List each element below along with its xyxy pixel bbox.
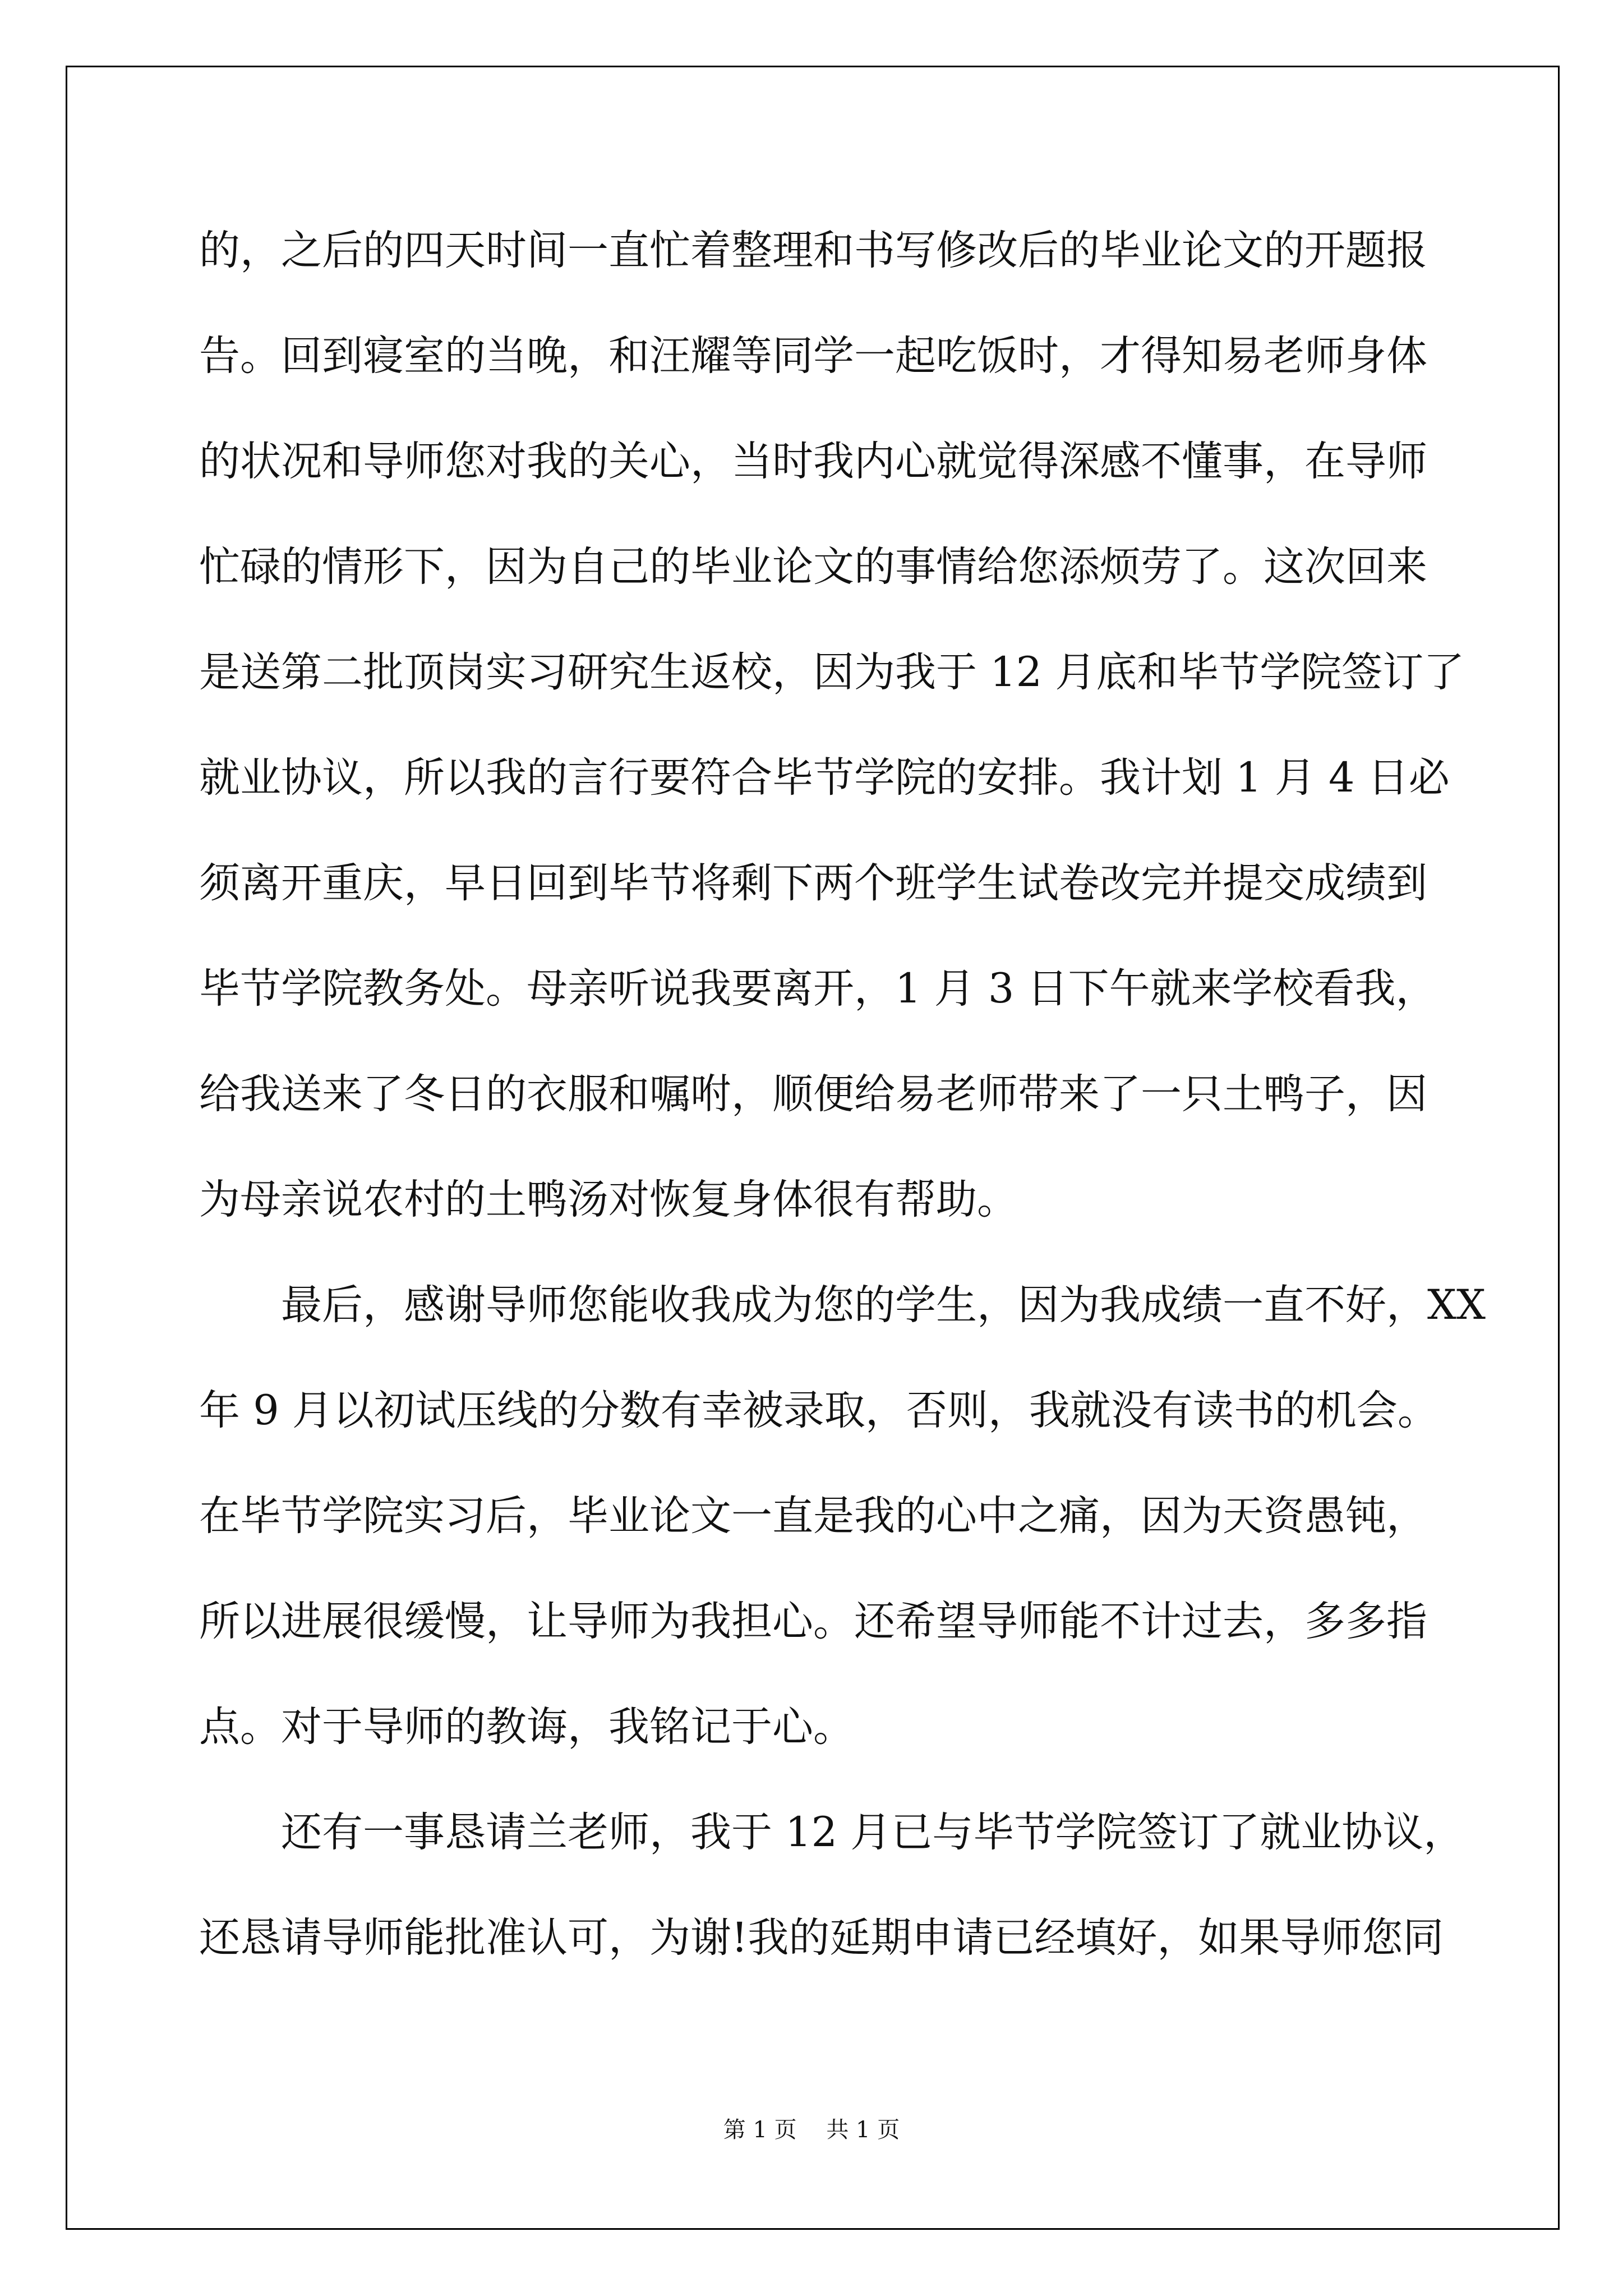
- text-line: 给我送来了冬日的衣服和嘱咐，顺便给易老师带来了一只土鸭子，因: [199, 1070, 1427, 1118]
- paragraph-3: [199, 1802, 1465, 2013]
- text-line: 年 9 月以初试压线的分数有幸被录取，否则，我就没有读书的机会。: [199, 1387, 1438, 1434]
- text-line: 最后，感谢导师您能收我成为您的学生，因为我成绩一直不好，XX: [281, 1281, 1486, 1329]
- text-line: 的，之后的四天时间一直忙着整理和书写修改后的毕业论文的开题报: [199, 227, 1427, 274]
- text-line: 为母亲说农村的土鸭汤对恢复身体很有帮助。: [199, 1176, 1018, 1223]
- paragraph-1: [199, 220, 1465, 1274]
- text-line: 还有一事恳请兰老师，我于 12 月已与毕节学院签订了就业协议，: [281, 1809, 1465, 1856]
- text-line: 须离开重庆，早日回到毕节将剩下两个班学生试卷改完并提交成绩到: [199, 859, 1427, 907]
- text-line: 所以进展很缓慢，让导师为我担心。还希望导师能不计过去，多多指: [199, 1598, 1427, 1645]
- page-number-footer: 第 1 页 共 1 页: [723, 2117, 900, 2143]
- text-line: 在毕节学院实习后，毕业论文一直是我的心中之痛，因为天资愚钝，: [199, 1492, 1427, 1540]
- text-line: 是送第二批顶岗实习研究生返校，因为我于 12 月底和毕节学院签订了: [199, 648, 1465, 696]
- text-line: 点。对于导师的教诲，我铭记于心。: [199, 1703, 854, 1751]
- text-line: 毕节学院教务处。母亲听说我要离开，1 月 3 日下午就来学校看我，: [199, 965, 1437, 1013]
- text-line: 告。回到寝室的当晚，和汪耀等同学一起吃饭时，才得知易老师身体: [199, 332, 1427, 380]
- document-body: [199, 220, 1486, 2013]
- text-line: 忙碌的情形下，因为自己的毕业论文的事情给您添烦劳了。这次回来: [199, 543, 1427, 591]
- text-line: 的状况和导师您对我的关心，当时我内心就觉得深感不懂事，在导师: [199, 438, 1427, 485]
- paragraph-2: [199, 1274, 1486, 1802]
- text-line: 还恳请导师能批准认可，为谢!我的延期申请已经填好，如果导师您同: [199, 1914, 1444, 1962]
- text-line: 就业协议，所以我的言行要符合毕节学院的安排。我计划 1 月 4 日必: [199, 754, 1450, 802]
